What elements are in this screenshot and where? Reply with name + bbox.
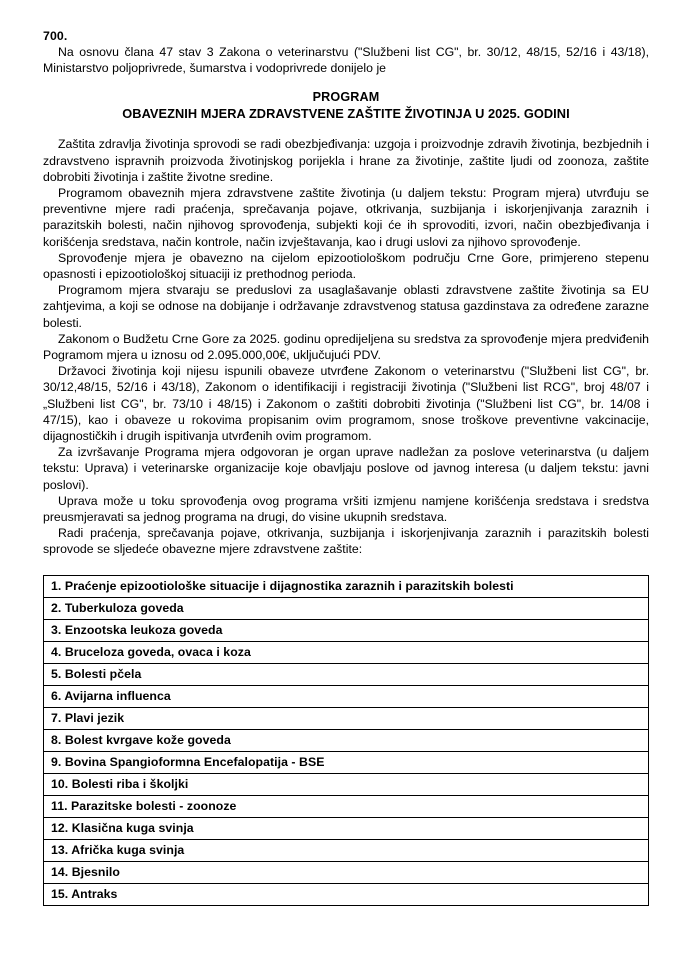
document-number: 700. xyxy=(43,29,68,43)
measures-table xyxy=(43,575,649,906)
table-row xyxy=(44,751,649,773)
measure-cell: 14. Bjesnilo xyxy=(44,861,649,883)
measure-cell: 9. Bovina Spangioformna Encefalopatija - BSE xyxy=(44,751,649,773)
document-content xyxy=(43,28,649,906)
body-paragraph: Sprovođenje mjera je obavezno na cijelom epizootiološkom području Crne Gore, primjereno stepenu opasnosti i epizootiološkoj situaciji iz prethodnog perioda. xyxy=(43,250,649,282)
body-paragraph: Uprava može u toku sprovođenja ovog programa vršiti izmjenu namjene korišćenja sredstava i sredstva preusmjeravati sa jednog programa na drugi, do visine ukupnih sredstava. xyxy=(43,493,649,525)
body-paragraph: Radi praćenja, sprečavanja pojave, otkrivanja, suzbijanja i iskorjenjivanja zaraznih i parazitskih bolesti sprovode se sljedeće obavezne mjere zdravstvene zaštite: xyxy=(43,526,649,557)
title-top-spacer xyxy=(43,76,649,89)
body-paragraph: Programom mjera stvaraju se preduslovi za usaglašavanje oblasti zdravstvene zaštite životinja sa EU zahtjevima, a koji se odnose na dobijanje i održavanje zdravstvenog statusa gazdinstava za određene zarazne bolesti. xyxy=(43,283,649,330)
measure-cell: 3. Enzootska leukoza goveda xyxy=(44,619,649,641)
table-row xyxy=(44,641,649,663)
body-paragraph: Državoci životinja koji nijesu ispunili obaveze utvrđene Zakonom o veterinarstvu ("Službeni list CG", br. 30/12,48/15, 52/16 i 43/18), Zakonom o identifikaciji i registraciji životinja ("Službeni list RCG", broj 48/07 i „Službeni list CG", br. 73/10 i 48/15) i Zakonom o zaštiti dobrobiti životinja ("Službeni list CG", br. 14/08 i 47/15), kao i obaveze u rokovima propisanim ovim programom, snose troškove preventivne vakcinacije, dijagnostičkih i drugih ispitivanja utvrđenih ovim programom. xyxy=(43,364,649,444)
measure-cell: 13. Afrička kuga svinja xyxy=(44,839,649,861)
measure-cell: 7. Plavi jezik xyxy=(44,707,649,729)
program-title-line2: OBAVEZNIH MJERA ZDRAVSTVENE ZAŠTITE ŽIVOTINJA U 2025. GODINI xyxy=(122,106,570,122)
measure-cell: 1. Praćenje epizootiološke situacije i dijagnostika zaraznih i parazitskih bolesti xyxy=(44,575,649,597)
program-title-line1: PROGRAM xyxy=(312,90,380,105)
table-row xyxy=(44,597,649,619)
measure-cell: 2. Tuberkuloza goveda xyxy=(44,597,649,619)
table-row xyxy=(44,575,649,597)
table-row xyxy=(44,817,649,839)
table-row xyxy=(44,839,649,861)
measure-cell: 11. Parazitske bolesti - zoonoze xyxy=(44,795,649,817)
measure-cell: 6. Avijarna influenca xyxy=(44,685,649,707)
body-paragraph: Za izvršavanje Programa mjera odgovoran je organ uprave nadležan za poslove veterinarstva (u daljem tekstu: Uprava) i veterinarske organizacije koje obavljaju poslove od javnog interesa (u daljem tekstu: javni poslovi). xyxy=(43,445,649,492)
table-row xyxy=(44,883,649,905)
body-paragraph: Zakonom o Budžetu Crne Gore za 2025. godinu opredijeljena su sredstva za sprovođenje mjera predviđenih Pogramom mjera u iznosu od 2.095.000,00€, uključujući PDV. xyxy=(43,331,649,363)
table-row xyxy=(44,707,649,729)
measure-cell: 5. Bolesti pčela xyxy=(44,663,649,685)
table-row xyxy=(44,619,649,641)
measure-cell: 12. Klasična kuga svinja xyxy=(44,817,649,839)
table-row xyxy=(44,795,649,817)
program-title-block xyxy=(43,89,649,122)
body-paragraph: Zaštita zdravlja životinja sprovodi se radi obezbjeđivanja: uzgoja i proizvodnje zdravih životinja, bezbjednih i zdravstveno ispravnih proizvoda životinjskog porijekla i hrane za životinje, zaštite ljudi od zoonoza, zaštite dobrobiti životinja i zaštite životne sredine. xyxy=(43,137,649,184)
title-bottom-spacer xyxy=(43,122,649,136)
table-row xyxy=(44,685,649,707)
intro-paragraph: Na osnovu člana 47 stav 3 Zakona o veterinarstvu ("Službeni list CG", br. 30/12, 48/15, 52/16 i 43/18), Ministarstvo poljoprivrede, šumarstva i vodoprivrede donijelo je xyxy=(43,45,649,76)
table-row xyxy=(44,729,649,751)
measure-cell: 10. Bolesti riba i školjki xyxy=(44,773,649,795)
table-row xyxy=(44,663,649,685)
table-top-spacer xyxy=(43,558,649,575)
measure-cell: 4. Bruceloza goveda, ovaca i koza xyxy=(44,641,649,663)
body-paragraph: Programom obaveznih mjera zdravstvene zaštite životinja (u daljem tekstu: Program mjera) utvrđuju se preventivne mjere radi praćenja, sprečavanja pojave, otkrivanja, suzbijanja i iskorjenjivanja zaraznih i parazitskih bolesti, način njihovog sprovođenja, subjekti koji će ih sprovoditi, izvori, način obezbjeđivanja i korišćenja sredstava, način kontrole, način izvještavanja, kao i drugi uslovi za njihovo sprovođenje. xyxy=(43,186,649,249)
body-paragraphs xyxy=(43,136,649,557)
table-row xyxy=(44,861,649,883)
measure-cell: 8. Bolest kvrgave kože goveda xyxy=(44,729,649,751)
measure-cell: 15. Antraks xyxy=(44,883,649,905)
table-row xyxy=(44,773,649,795)
